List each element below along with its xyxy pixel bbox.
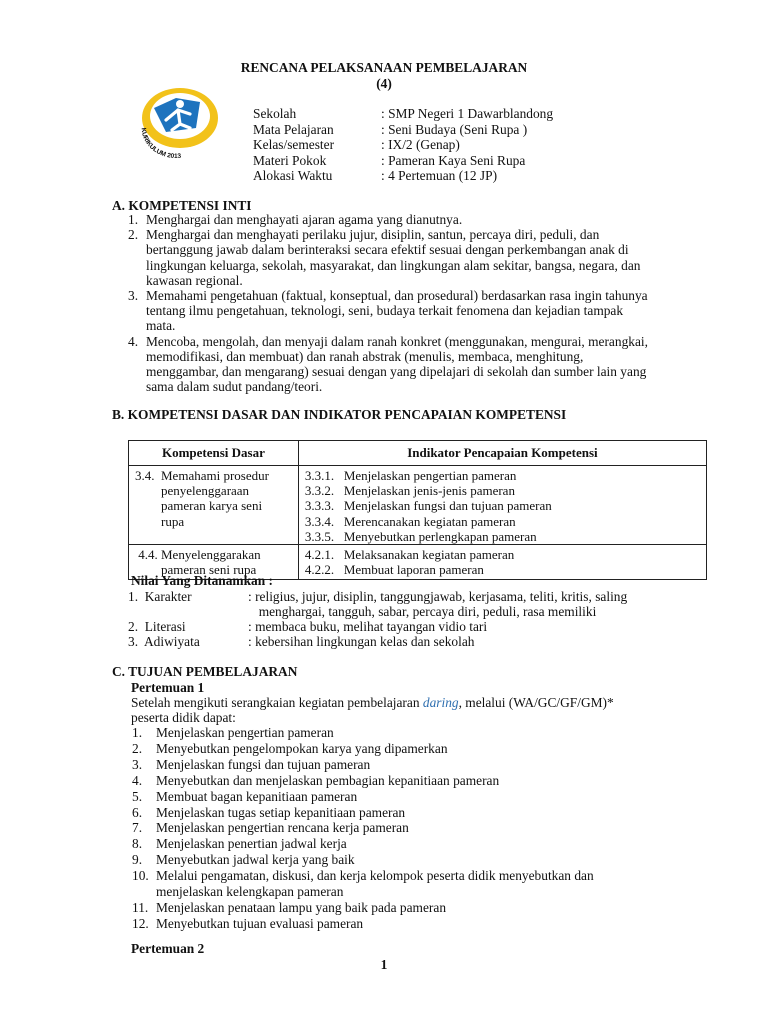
identity-label: Kelas/semester (253, 137, 335, 152)
list-number: 1. (128, 212, 139, 227)
objective-number: 4. (132, 772, 143, 788)
values-heading: Nilai Yang Ditanamkan : (131, 573, 273, 588)
intro-text: Setelah mengikuti serangkaian kegiatan pembelajaran (131, 695, 423, 710)
list-item-line: Mencoba, mengolah, dan menyaji dalam ranah konkret (menggunakan, mengurai, merangkai, (146, 333, 648, 349)
list-item-line: sama dalam sudut pandang/teori. (146, 379, 323, 395)
ipk-line: 4.2.1. Melaksanakan kegiatan pameran (304, 546, 515, 562)
objective-number: 10. (132, 868, 149, 884)
objective-line: Menjelaskan fungsi dan tujuan pameran (156, 756, 371, 772)
ipk-line: 4.2.2. Membuat laporan pameran (304, 562, 484, 578)
objective-line: Menyebutkan jadwal kerja yang baik (156, 852, 355, 868)
kurikulum-2013-logo (136, 84, 220, 158)
table-header-row (129, 441, 707, 466)
list-item-line: kawasan regional. (146, 272, 243, 288)
list-number: 4. (128, 333, 139, 349)
list-item-line: Memahami pengetahuan (faktual, konseptual, dan prosedural) berdasarkan rasa ingin tahunya (146, 288, 648, 303)
list-number: 3. (128, 288, 139, 303)
objective-number: 5. (132, 788, 143, 804)
identity-label: Sekolah (253, 106, 297, 121)
list-item-line: lingkungan keluarga, sekolah, masyarakat, dan lingkungan alam sekitar, bangsa, negara, dan (146, 257, 641, 273)
list-item-line: mata. (146, 318, 176, 334)
objective-number: 6. (132, 804, 143, 820)
document-title: RENCANA PELAKSANAAN PEMBELAJARAN (240, 60, 528, 75)
ipk-cell (298, 466, 706, 545)
objective-line: Menjelaskan penertian jadwal kerja (156, 836, 347, 852)
objective-number: 7. (132, 820, 143, 836)
kd-line: pameran seni rupa (135, 562, 257, 578)
objective-number: 1. (132, 725, 143, 740)
value-text-continued: menghargai, tangguh, sabar, percaya diri, peduli, rasa memiliki (252, 604, 597, 620)
list-item-line: tentang ilmu pengetahuan, teknologi, seni, budaya terkait fenomena dan kejadian tampak (146, 303, 624, 319)
list-item-line: Menghargai dan menghayati perilaku jujur, disiplin, santun, percaya diri, peduli, dan (146, 227, 600, 243)
list-number: 2. (128, 227, 139, 243)
objective-number: 9. (132, 852, 143, 868)
objectives-intro (131, 695, 711, 711)
identity-label: Alokasi Waktu (253, 168, 333, 183)
value-text: : kebersihan lingkungan kelas dan sekolah (248, 634, 475, 649)
document-number: (4) (376, 76, 392, 91)
identity-value: : Pameran Kaya Seni Rupa (381, 152, 526, 168)
objective-number: 8. (132, 836, 143, 852)
objective-number: 11. (132, 899, 149, 915)
column-header-ipk: Indikator Pencapaian Kompetensi (298, 441, 706, 466)
kd-line: pameran karya seni (135, 498, 263, 514)
objective-line: Menjelaskan pengertian rencana kerja pameran (156, 820, 409, 836)
objective-line: menjelaskan kelengkapan pameran (156, 884, 344, 899)
section-c-heading: C. TUJUAN PEMBELAJARAN (112, 664, 298, 679)
objective-line: Membuat bagan kepanitiaan pameran (156, 788, 358, 804)
section-b-heading: B. KOMPETENSI DASAR DAN INDIKATOR PENCAPAIAN KOMPETENSI (112, 407, 567, 422)
ipk-line: 3.3.1. Menjelaskan pengertian pameran (304, 468, 517, 483)
column-header-kd: Kompetensi Dasar (129, 441, 299, 466)
objective-line: Melalui pengamatan, diskusi, dan kerja kelompok peserta didik menyebutkan dan (156, 868, 594, 884)
competency-table (128, 440, 707, 580)
objective-number: 2. (132, 740, 143, 756)
value-label: 1. Karakter (128, 589, 192, 604)
svg-text:KURIKULUM 2013: KURIKULUM 2013 (139, 127, 182, 158)
objective-number: 12. (132, 915, 149, 931)
list-item-line: Menghargai dan menghayati ajaran agama yang dianutnya. (146, 212, 463, 227)
kurikulum-logo-icon (136, 84, 220, 158)
meeting-2-heading: Pertemuan 2 (131, 941, 205, 956)
value-label: 3. Adiwiyata (128, 634, 200, 649)
daring-term: daring (422, 695, 459, 710)
objective-line: Menjelaskan pengertian pameran (156, 725, 334, 740)
kd-cell (129, 466, 299, 545)
objective-line: Menyebutkan pengelompokan karya yang dipamerkan (156, 740, 448, 756)
identity-value: : SMP Negeri 1 Dawarblandong (381, 106, 554, 121)
kd-line: rupa (135, 513, 185, 529)
ipk-cell (298, 544, 706, 579)
identity-value: : IX/2 (Genap) (381, 137, 460, 152)
objective-line: Menyebutkan tujuan evaluasi pameran (156, 915, 364, 931)
ipk-line: 3.3.3. Menjelaskan fungsi dan tujuan pameran (304, 498, 552, 514)
intro-text-after: , melalui (WA/GC/GF/GM)* (458, 695, 614, 710)
identity-label: Materi Pokok (253, 152, 327, 168)
value-text: : religius, jujur, disiplin, tanggungjawab, kerjasama, teliti, kritis, saling (248, 589, 628, 604)
page-number: 1 (380, 957, 388, 972)
kd-line: 3.4. Memahami prosedur (135, 468, 269, 483)
objective-number: 3. (132, 756, 143, 772)
identity-value: : 4 Pertemuan (12 JP) (381, 168, 498, 183)
section-a-heading: A. KOMPETENSI INTI (112, 198, 252, 213)
value-text: : membaca buku, melihat tayangan vidio tari (248, 619, 488, 634)
kd-line: 4.4. Menyelenggarakan (135, 546, 261, 562)
meeting-1-heading: Pertemuan 1 (131, 680, 205, 695)
ipk-line: 3.3.2. Menjelaskan jenis-jenis pameran (304, 483, 515, 499)
objective-line: Menjelaskan penataan lampu yang baik pada pameran (156, 899, 447, 915)
kd-line: penyelenggaraan (135, 483, 250, 499)
list-item-line: memodifikasi, dan membuat) dan ranah abstrak (menulis, membaca, menghitung, (146, 348, 584, 364)
ipk-line: 3.3.5. Menyebutkan perlengkapan pameran (304, 528, 537, 544)
list-item-line: menggambar, dan mengarang) sesuai dengan yang dipelajari di sekolah dan sumber lain yang (146, 364, 647, 379)
objective-line: Menjelaskan tugas setiap kepanitiaan pameran (156, 804, 406, 820)
identity-label: Mata Pelajaran (253, 121, 334, 137)
table-row (129, 466, 707, 545)
list-item-line: bertanggung jawab dalam berinteraksi secara efektif sesuai dengan perkembangan anak di (146, 242, 629, 258)
ipk-line: 3.3.4. Merencanakan kegiatan pameran (304, 513, 516, 529)
identity-value: : Seni Budaya (Seni Rupa ) (381, 121, 528, 137)
objective-line: Menyebutkan dan menjelaskan pembagian kepanitiaan pameran (156, 772, 500, 788)
objectives-intro-line2: peserta didik dapat: (131, 710, 236, 725)
value-label: 2. Literasi (128, 619, 186, 634)
